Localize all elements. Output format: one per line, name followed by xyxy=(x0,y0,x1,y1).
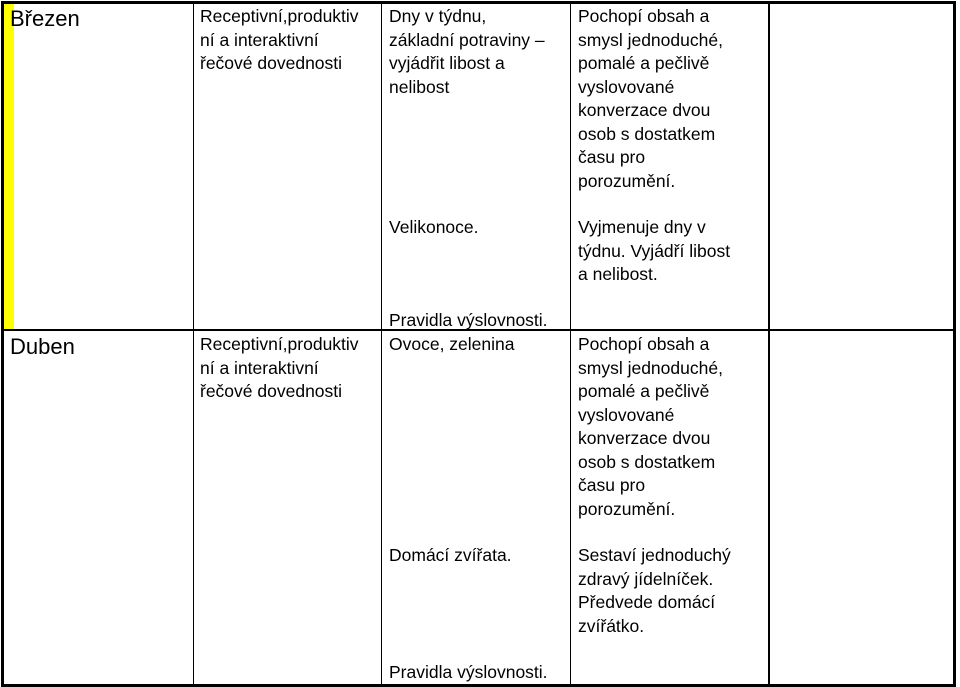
month-cell: Duben xyxy=(10,334,75,359)
row1-highlight xyxy=(4,4,14,330)
skills-cell: Receptivní,produktiv ní a interaktivní řečové dovednosti xyxy=(200,334,359,401)
month-cell: Březen xyxy=(10,6,80,31)
outcome-text: Vyjmenuje dny v týdnu. Vyjádří libost a nelibost. xyxy=(578,217,731,284)
topic-text: Dny v týdnu, základní potraviny – vyjádřit libost a nelibost xyxy=(389,6,545,97)
outcome-text: Pochopí obsah a smysl jednoduché, pomalé a pečlivě vyslovované konverzace dvou osob s dostatkem času pro porozumění. xyxy=(578,6,723,191)
table-border xyxy=(570,4,571,687)
table-border xyxy=(1,1,956,4)
table-border xyxy=(953,1,956,687)
skills-cell: Receptivní,produktiv ní a interaktivní řečové dovednosti xyxy=(200,6,359,73)
table-border xyxy=(193,4,194,687)
topic-text: Pravidla výslovnosti. xyxy=(389,310,548,330)
table-border xyxy=(768,4,770,687)
table-border xyxy=(381,4,382,687)
topic-text: Ovoce, zelenina xyxy=(389,334,515,354)
topic-text: Pravidla výslovnosti. xyxy=(389,662,548,682)
outcome-text: Pochopí obsah a smysl jednoduché, pomalé a pečlivě vyslovované konverzace dvou osob s dostatkem času pro porozumění. xyxy=(578,334,723,519)
outcome-text: Sestaví jednoduchý zdravý jídelníček. Předvede domácí zvířátko. xyxy=(578,545,731,636)
table-border xyxy=(1,1,4,687)
topic-text: Domácí zvířata. xyxy=(389,545,512,565)
topic-text: Velikonoce. xyxy=(389,217,479,237)
